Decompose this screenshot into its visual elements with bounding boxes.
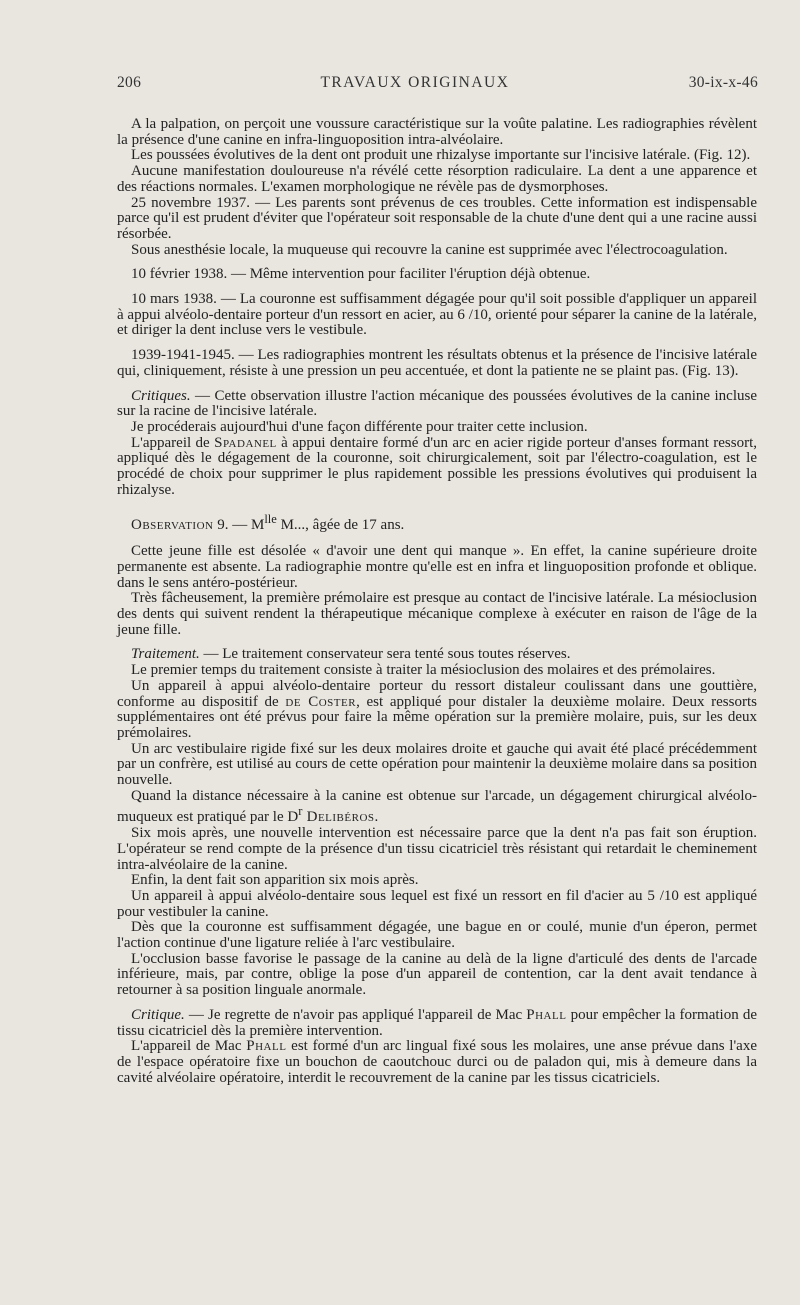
critique-label: Critique.: [131, 1006, 185, 1023]
observation-heading: [117, 512, 757, 534]
paragraph: Très fâcheusement, la première prémolaire est presque au contact de l'incisive latérale. La mésioclusion des dents qui suivent rendent la thérapeutique mécanique complexe à exécuter en raison de l'âge de la jeune fille.: [117, 590, 757, 638]
paragraph: Je procéderais aujourd'hui d'une façon différente pour traiter cette inclusion.: [131, 418, 588, 435]
paragraph: [117, 679, 757, 742]
paragraph: 25 novembre 1937. — Les parents sont prévenus de ces troubles. Cette information est indispensable parce qu'il est prudent d'éviter que l'opérateur soit responsable de la chute d'une dent qui a une racine aussi résorbée.: [117, 194, 757, 242]
paragraph: Les poussées évolutives de la dent ont produit une rhizalyse importante sur l'incisive latérale. (Fig. 12).: [131, 147, 751, 164]
paragraph: 10 mars 1938. — La couronne est suffisamment dégagée pour qu'il soit possible d'appliquer un appareil à appui alvéolo-dentaire porteur d'un ressort en acier, au 6 /10, orienté pour séparer la canine de la latérale, et diriger la dent incluse vers le vestibule.: [117, 291, 757, 339]
paragraph: [117, 389, 757, 420]
paragraph-text: Quand la distance nécessaire à la canine est obtenue sur l'arcade, un dégagement chirurgical alvéolo-muqueux est pratiqué par le D: [117, 787, 757, 826]
paragraph: Enfin, la dent fait son apparition six mois après.: [131, 872, 419, 889]
paragraph-text: — Cette observation illustre l'action mécanique des poussées évolutives de la canine incluse sur la racine de l'incisive latérale.: [117, 387, 757, 420]
paragraph-text: L'appareil de: [131, 434, 215, 451]
paragraph-text: — Je regrette de n'avoir pas appliqué l'appareil de Mac: [184, 1006, 527, 1023]
critiques-label: Critiques.: [131, 387, 191, 404]
paragraph: L'occlusion basse favorise le passage de la canine au delà de la ligne d'articulé des dents de l'arcade inférieure, mais, par contre, oblige la pose d'un appareil de contention, car la dent avait tendance à retourner à sa position linguale anormale.: [117, 950, 757, 999]
paragraph: [117, 436, 757, 499]
author-name: de Coster: [285, 693, 357, 710]
paragraph: Aucune manifestation douloureuse n'a révélé cette résorption radiculaire. La dent a une apparence et des réactions normales. L'examen morphologique ne révèle pas de dysmorphoses.: [117, 163, 757, 195]
observation-text: M..., âgée de 17 ans.: [276, 517, 405, 534]
author-name: Delibéros: [302, 809, 375, 826]
author-name: Spadanel: [214, 434, 277, 451]
paragraph: [117, 789, 757, 826]
paragraph-text: pour empêcher la formation de tissu cicatriciel dès la première intervention.: [117, 1006, 757, 1039]
paragraph: Six mois après, une nouvelle intervention est nécessaire parce que la dent n'a pas fait son éruption. L'opérateur se rend compte de la présence d'un tissu cicatriciel très résistant qui retardait le cheminement intra-alvéolaire de la canine.: [117, 825, 757, 873]
paragraph-text: , est appliqué pour distaler la deuxième molaire. Deux ressorts supplémentaires ont été prévus pour faire la même opération sur la première molaire, puis, sur les deux prémolaires.: [117, 693, 757, 741]
paragraph: A la palpation, on perçoit une voussure caractéristique sur la voûte palatine. Les radiographies révèlent la présence d'une canine en infra-linguoposition intra-alvéolaire.: [117, 116, 757, 148]
paragraph: 10 février 1938. — Même intervention pour faciliter l'éruption déjà obtenue.: [131, 266, 591, 283]
paragraph: Cette jeune fille est désolée « d'avoir une dent qui manque ». En effet, la canine supérieure droite permanente est absente. La radiographie montre qu'elle est en infra et linguoposition profonde et oblique. dans le sens antéro-postérieur.: [117, 543, 757, 591]
paragraph-text: L'appareil de Mac: [131, 1038, 247, 1055]
issue-date: 30-ix-x-46: [688, 74, 758, 91]
paragraph-text: à appui dentaire formé d'un arc en acier rigide porteur d'anses formant ressort, appliqué dès le dégagement de la couronne, soit chirurgicalement, soit par l'électro-coagulation, est le procédé de choix pour supprimer le plus rapidement possible les pressions évolutives qui produisent la rhizalyse.: [117, 434, 757, 498]
superscript: r: [298, 804, 303, 819]
paragraph: Un appareil à appui alvéolo-dentaire sous lequel est fixé un ressort en fil d'acier au 5 /10 est appliqué pour vestibuler la canine.: [117, 887, 757, 920]
page-number: 206: [117, 74, 142, 91]
paragraph: [117, 1008, 757, 1039]
running-title: TRAVAUX ORIGINAUX: [320, 74, 510, 91]
paragraph: 1939-1941-1945. — Les radiographies montrent les résultats obtenus et la présence de l'incisive latérale qui, cliniquement, résiste à une pression un peu accentuée, et dont la patiente ne se plaint pas. (Fig. 13).: [117, 347, 757, 379]
traitement-label: Traitement.: [131, 646, 200, 663]
author-name: Phall: [246, 1038, 287, 1055]
observation-label: Observation: [131, 517, 214, 534]
article-body: [117, 117, 757, 1086]
paragraph: Dès que la couronne est suffisamment dégagée, une bague en or coulé, munie d'un éperon, permet l'action continue d'une ligature reliée à l'arc vestibulaire.: [117, 919, 757, 952]
superscript: lle: [264, 512, 277, 527]
paragraph: Le premier temps du traitement consiste à traiter la mésioclusion des molaires et des prémolaires.: [131, 662, 716, 679]
page-header: [117, 74, 758, 92]
paragraph-text: — Le traitement conservateur sera tenté sous toutes réserves.: [199, 646, 571, 663]
paragraph: [117, 647, 757, 663]
paragraph-text: .: [374, 809, 379, 826]
observation-number: 9. — M: [213, 517, 265, 534]
paragraph: Un arc vestibulaire rigide fixé sur les deux molaires droite et gauche qui avait été placé précédemment par un confrère, est utilisé au cours de cette opération pour maintenir la deuxième molaire dans sa position nouvelle.: [117, 740, 757, 789]
paragraph-text: est formé d'un arc lingual fixé sous les molaires, une anse prévue dans l'axe de l'espace opératoire fixe un bouchon de caoutchouc durci ou de paladon qui, mis à demeure dans la cavité alvéolaire opératoire, interdit le recouvrement de la canine par les tissus cicatriciels.: [117, 1038, 757, 1086]
author-name: Phall: [526, 1006, 567, 1023]
paragraph: [117, 1039, 757, 1086]
paragraph-text: Un appareil à appui alvéolo-dentaire porteur du ressort distaleur coulissant dans une gouttière, conforme au dispositif de: [117, 677, 757, 710]
paragraph: Sous anesthésie locale, la muqueuse qui recouvre la canine est supprimée avec l'électrocoagulation.: [131, 241, 728, 258]
